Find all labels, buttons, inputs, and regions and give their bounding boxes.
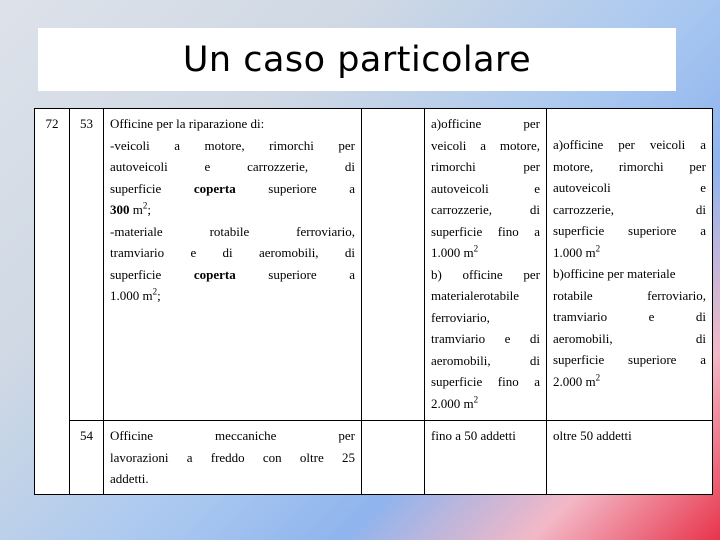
text-line: tramviario e di (553, 309, 706, 324)
text-line: 2.000 $m^2$ (431, 394, 479, 411)
row-number: 53 (80, 116, 93, 131)
text-line: autoveicoli e (553, 180, 706, 195)
text-line: ferroviario, (431, 309, 490, 325)
text-line: motore, rimorchi per (553, 158, 706, 174)
text-line: superficie coperta superiore a (110, 180, 355, 196)
text-line: aeromobili, di (431, 352, 540, 368)
col-a-cell (425, 421, 547, 495)
text-line: Officine meccaniche per (110, 428, 355, 443)
row-number: 54 (80, 428, 93, 443)
text-line: materialerotabile (431, 288, 520, 303)
col-a-value: fino a 50 addetti (431, 428, 516, 443)
text-line: superficie fino a (431, 223, 540, 239)
empty-cell (362, 421, 425, 495)
text-line: 1.000 $m^2$ (431, 243, 479, 260)
text-line: a)officine per (431, 116, 540, 131)
text-line: 1.000 $m^2$ (553, 243, 601, 260)
text-line: b) officine per (431, 266, 540, 282)
text-line: autoveicoli e carrozzerie, di (110, 159, 355, 174)
text-line: tramviario e di (431, 331, 540, 346)
text-line: tramviario e di aeromobili, di (110, 245, 355, 260)
text-line: 300 $m^2$; (110, 200, 151, 217)
text-line: Officine per la riparazione di: (110, 116, 265, 131)
group-number-cell (35, 109, 70, 495)
text-line: a)officine per veicoli a (553, 137, 706, 152)
group-number: 72 (45, 116, 59, 131)
row-number-cell (70, 421, 104, 495)
text-line: superficie superiore a (553, 223, 706, 238)
description-cell (104, 109, 362, 421)
text-line: 1.000 $m^2$; (110, 286, 161, 303)
text-line: -materiale rotabile ferroviario, (110, 223, 355, 239)
text-line: aeromobili, di (553, 330, 706, 346)
text-line: superficie superiore a (553, 352, 706, 367)
text-line: superficie coperta superiore a (110, 266, 355, 282)
text-line: superficie fino a (431, 374, 540, 389)
text-line: addetti. (110, 471, 149, 486)
table-row (35, 109, 713, 421)
text-line: lavorazioni a freddo con oltre 25 (110, 449, 355, 465)
description-cell (104, 421, 362, 495)
row-number-cell (70, 109, 104, 421)
empty-cell (362, 109, 425, 421)
text-line: autoveicoli e (431, 180, 540, 196)
text-line: rotabile ferroviario, (553, 287, 706, 303)
col-b-value: oltre 50 addetti (553, 428, 632, 443)
text-line: carrozzerie, di (431, 202, 540, 217)
text-line: 2.000 $m^2$ (553, 372, 601, 389)
text-line: -veicoli a motore, rimorchi per (110, 137, 355, 153)
col-b-cell (547, 421, 713, 495)
col-a-cell (425, 109, 547, 421)
text-line: veicoli a motore, (431, 137, 540, 153)
activity-table (34, 108, 713, 495)
title-band (38, 28, 676, 91)
col-b-cell (547, 109, 713, 421)
text-line: carrozzerie, di (553, 201, 706, 217)
text-line: rimorchi per (431, 159, 540, 174)
table-row (35, 421, 713, 495)
slide-title: Un caso particolare (182, 39, 532, 80)
text-line: b)officine per materiale (553, 266, 676, 281)
